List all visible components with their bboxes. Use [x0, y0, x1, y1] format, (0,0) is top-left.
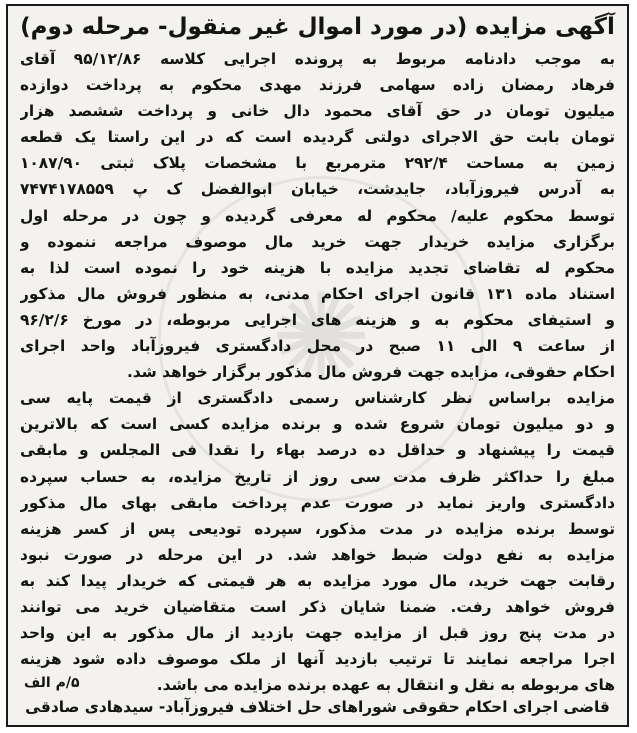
notice-code: ۵/م الف: [24, 675, 80, 691]
body-line: محکوم له تقاضای تجدید مزایده با هزینه خود را نموده است لذا به: [20, 258, 615, 277]
body-line: مزایده براساس نظر کارشناس رسمی دادگستری از قیمت پایه سی: [20, 389, 615, 408]
body-line: در مدت پنج روز قبل از مزایده جهت بازدید از مال مذکور به این واحد: [20, 624, 615, 643]
body-line: زمین به مساحت ۲۹۲/۴ مترمربع با مشخصات پلاک ثبتی ۱۰۸۷/۹۰: [20, 154, 615, 173]
body-line: و استیفای محکوم به و هزینه های اجرایی مربوطه، در مورخ ۹۶/۲/۶: [20, 310, 615, 329]
body-line: برگزاری مزایده خریدار جهت خرید مال موصوف مراجعه ننموده و: [20, 232, 615, 251]
body-line: قیمت را پیشنهاد و حداقل ده درصد بهاء را نقدا فی المجلس و مابقی: [20, 441, 615, 460]
body-line: توسط محکوم علیه/ محکوم له معرفی گردیده و چون در مرحله اول: [20, 206, 615, 225]
body-line: میلیون تومان در حق آقای محمود دال خانی و پرداخت ششصد هزار: [20, 102, 615, 121]
signature: قاضی اجرای احکام حقوقی شوراهای حل اختلاف فیروزآباد- سیدهادی صادقی: [25, 698, 610, 716]
body-line: مبلغ را حداکثر ظرف مدت سی روز از تاریخ مزایده، به حساب سپرده: [20, 467, 615, 486]
watermark-seal: ✺: [158, 176, 484, 502]
body-line: دادگستری واریز نماید در صورت عدم پرداخت مابقی بهای مال مذکور: [20, 493, 615, 512]
body-line: مزایده به نفع دولت ضبط خواهد شد. در این مرحله در صورت نبود: [20, 545, 615, 564]
body-line: اجرا مراجعه نمایند تا ترتیب بازدید آنها از ملک موصوف داده شود هزینه: [20, 650, 615, 669]
body-line: استناد ماده ۱۳۱ قانون اجرای احکام مدنی، به منظور فروش مال مذکور: [20, 284, 615, 303]
notice-title: آگهی مزایده (در مورد اموال غیر منقول- مرحله دوم): [20, 14, 615, 40]
body-line: فرهاد رمضان زاده سهامی فرزند مهدی محکوم به پرداخت دوازده: [20, 76, 615, 95]
body-line: توسط برنده مزایده در مدت مذکور، سپرده تودیعی پس از کسر هزینه: [20, 519, 615, 538]
body-line: تومان بابت حق الاجرای دولتی گردیده است که در این راستا یک قطعه: [20, 128, 615, 147]
body-line: به آدرس فیروزآباد، جایدشت، خیابان ابوالفضل ک پ ۷۴۷۴۱۷۸۵۵۹: [20, 180, 615, 199]
body-line: رقابت جهت خرید، مال مورد مزایده به هر قیمتی که خریدار پیدا کند به: [20, 571, 615, 590]
notice-body: [20, 46, 615, 698]
body-line: و دو میلیون تومان شروع شده و برنده مزایده کسی است که بالاترین: [20, 415, 615, 434]
body-line: فروش خواهد رفت. ضمنا شایان ذکر است متقاضیان خرید می توانند: [20, 597, 615, 616]
body-line: احکام حقوقی، مزایده جهت فروش مال مذکور برگزار خواهد شد.: [126, 363, 615, 382]
body-line: های مربوطه به نقل و انتقال به عهده برنده مزایده می باشد.: [156, 676, 615, 695]
body-line: از ساعت ۹ الی ۱۱ صبح در محل دادگستری فیروزآباد واحد اجرای: [20, 337, 615, 356]
auction-notice: [6, 4, 629, 727]
body-line: به موجب دادنامه مربوط به پرونده اجرایی کلاسه ۹۵/۱۲/۸۶ آقای: [20, 50, 615, 68]
